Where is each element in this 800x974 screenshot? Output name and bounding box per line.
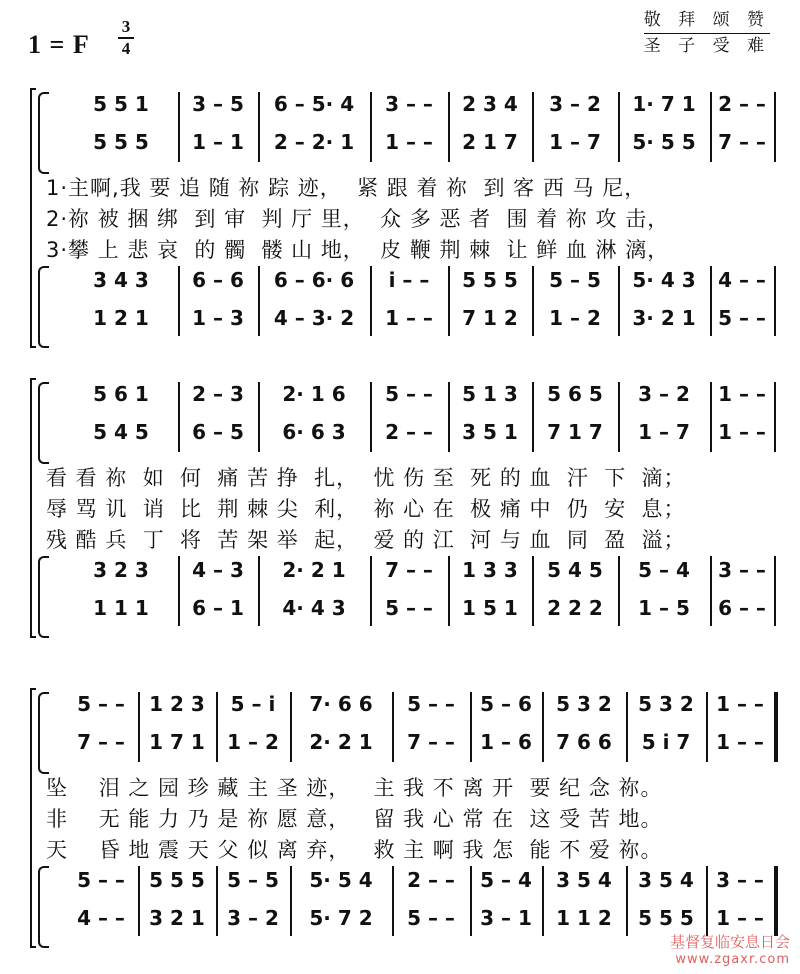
time-signature: [118, 18, 134, 58]
measure: 2 1 7: [462, 130, 518, 154]
measure: 3 2 3: [93, 558, 149, 582]
measure: 2 – 2· 1: [273, 130, 355, 154]
measure: 2· 2 1: [309, 730, 373, 754]
barline: [138, 692, 140, 762]
measure: 1 – –: [716, 692, 764, 716]
notes-row-v3: [30, 268, 774, 296]
measure: 1 1 2: [556, 906, 612, 930]
measure: 5 – –: [77, 868, 125, 892]
measure: 1 2 1: [93, 306, 149, 330]
barline: [706, 692, 708, 762]
lyric-line-2: 非 无 能 力 乃 是 祢 愿 意， 留 我 心 常 在 这 受 苦 地。: [46, 807, 663, 831]
barline: [774, 692, 778, 762]
barline: [178, 266, 180, 336]
barline: [290, 866, 292, 936]
barline: [448, 266, 450, 336]
measure: 1· 7 1: [632, 92, 696, 116]
measure: 1 – –: [385, 306, 433, 330]
measure: 5 – 5: [549, 268, 601, 292]
measure: 5 – –: [407, 692, 455, 716]
notes-row-v2: [30, 730, 774, 758]
measure: 3 2 1: [149, 906, 205, 930]
barline: [626, 866, 628, 936]
lyric-line-1: 坠 泪 之 园 珍 藏 主 圣 迹， 主 我 不 离 开 要 纪 念 祢。: [46, 776, 663, 800]
measure: 5 1 3: [462, 382, 518, 406]
barline: [542, 692, 544, 762]
measure: 7 – –: [718, 130, 766, 154]
barline: [532, 266, 534, 336]
measure: 3 5 4: [638, 868, 694, 892]
measure: 2 – –: [385, 420, 433, 444]
notes-row-v1: [30, 692, 774, 720]
measure: 1 7 1: [149, 730, 205, 754]
lyric-line-3: 天 昏 地 震 天 父 似 离 弃， 救 主 啊 我 怎 能 不 爱 祢。: [46, 838, 663, 862]
measure: 5 6 1: [93, 382, 149, 406]
barline: [178, 556, 180, 626]
measure: 1 – 1: [192, 130, 244, 154]
measure: 2 2 2: [547, 596, 603, 620]
measure: 1 – 2: [227, 730, 279, 754]
measure: 6 – 1: [192, 596, 244, 620]
barline: [774, 866, 778, 936]
score-system: [30, 688, 774, 948]
watermark-name: 基督复临安息日会: [669, 933, 790, 951]
barline: [470, 692, 472, 762]
measure: 5 – 4: [480, 868, 532, 892]
measure: 4 – –: [77, 906, 125, 930]
notes-row-v4: [30, 906, 774, 934]
measure: 6 – 6· 6: [273, 268, 355, 292]
measure: 1 – 5: [638, 596, 690, 620]
hymn-category: 敬 拜 颂 赞: [644, 8, 770, 34]
measure: 1 1 1: [93, 596, 149, 620]
watermark-url: www.zgaxr.com: [675, 952, 790, 967]
lyric-line-2: 辱 骂 讥 诮 比 荆 棘 尖 利， 祢 心 在 极 痛 中 仍 安 息；: [46, 497, 686, 521]
measure: 6· 6 3: [282, 420, 346, 444]
measure: 7 – –: [385, 558, 433, 582]
measure: 1 – –: [716, 906, 764, 930]
barline: [532, 382, 534, 452]
measure: 2 – 3: [192, 382, 244, 406]
barline: [774, 266, 776, 336]
measure: 7 6 6: [556, 730, 612, 754]
notes-row-v2: [30, 130, 774, 158]
measure: 7 – –: [407, 730, 455, 754]
notes-row-v4: [30, 306, 774, 334]
measure: 5 5 5: [93, 130, 149, 154]
measure: 5 – 6: [480, 692, 532, 716]
measure: 1 – 2: [549, 306, 601, 330]
barline: [706, 866, 708, 936]
measure: 5 i 7: [641, 730, 691, 754]
measure: 5· 5 4: [309, 868, 373, 892]
barline: [216, 692, 218, 762]
lyric-line-2: 2·祢 被 捆 绑 到 审 判 厅 里， 众 多 恶 者 围 着 祢 攻 击，: [46, 207, 670, 231]
measure: 7 1 2: [462, 306, 518, 330]
barline: [626, 692, 628, 762]
notes-row-v1: [30, 92, 774, 120]
measure: 6 – 5· 4: [273, 92, 355, 116]
measure: 5 – –: [77, 692, 125, 716]
barline: [258, 556, 260, 626]
measure: 5· 4 3: [632, 268, 696, 292]
barline: [392, 692, 394, 762]
measure: 1 – 7: [549, 130, 601, 154]
measure: 1 – –: [718, 382, 766, 406]
lyric-line-1: 看 看 祢 如 何 痛 苦 挣 扎， 忧 伤 至 死 的 血 汗 下 滴；: [46, 466, 686, 490]
barline: [532, 556, 534, 626]
measure: 3 4 3: [93, 268, 149, 292]
measure: 1 5 1: [462, 596, 518, 620]
measure: 5 5 5: [462, 268, 518, 292]
lyric-line-1: 1·主啊,我 要 追 随 祢 踪 迹， 紧 跟 着 祢 到 客 西 马 尼，: [46, 176, 647, 200]
score-system: [30, 88, 774, 348]
measure: 6 – 5: [192, 420, 244, 444]
measure: 2· 1 6: [282, 382, 346, 406]
measure: 4· 4 3: [282, 596, 346, 620]
barline: [290, 692, 292, 762]
barline: [470, 866, 472, 936]
notes-row-v2: [30, 420, 774, 448]
measure: i – –: [388, 268, 430, 292]
measure: 5 – –: [385, 382, 433, 406]
barline: [618, 382, 620, 452]
measure: 3 – 2: [638, 382, 690, 406]
barline: [542, 866, 544, 936]
notes-row-v3: [30, 558, 774, 586]
barline: [618, 556, 620, 626]
measure: 7 – –: [77, 730, 125, 754]
measure: 5 5 1: [93, 92, 149, 116]
barline: [710, 556, 712, 626]
notes-row-v1: [30, 382, 774, 410]
measure: 6 – –: [718, 596, 766, 620]
measure: 4 – –: [718, 268, 766, 292]
measure: 3 – 2: [549, 92, 601, 116]
barline: [370, 382, 372, 452]
barline: [774, 92, 776, 162]
measure: 3 5 1: [462, 420, 518, 444]
notes-row-v4: [30, 596, 774, 624]
barline: [532, 92, 534, 162]
measure: 6 – 6: [192, 268, 244, 292]
barline: [370, 92, 372, 162]
measure: 1 – –: [385, 130, 433, 154]
barline: [448, 382, 450, 452]
measure: 3 – –: [718, 558, 766, 582]
measure: 3 5 4: [556, 868, 612, 892]
measure: 3 – 5: [192, 92, 244, 116]
score-system: [30, 378, 774, 638]
measure: 5 – 5: [227, 868, 279, 892]
barline: [710, 382, 712, 452]
lyric-line-3: 3·攀 上 悲 哀 的 髑 髅 山 地， 皮 鞭 荆 棘 让 鲜 血 淋 漓，: [46, 238, 670, 262]
measure: 5 – 4: [638, 558, 690, 582]
barline: [618, 92, 620, 162]
measure: 2 – –: [718, 92, 766, 116]
measure: 5 – –: [385, 596, 433, 620]
measure: 5 3 2: [638, 692, 694, 716]
measure: 7· 6 6: [309, 692, 373, 716]
barline: [138, 866, 140, 936]
barline: [258, 92, 260, 162]
measure: 4 – 3: [192, 558, 244, 582]
barline: [618, 266, 620, 336]
barline: [370, 556, 372, 626]
meter-bottom: 4: [121, 39, 131, 58]
measure: 5 3 2: [556, 692, 612, 716]
measure: 3 – 1: [480, 906, 532, 930]
measure: 1 – –: [718, 420, 766, 444]
meter-top: 3: [121, 17, 131, 36]
barline: [448, 556, 450, 626]
measure: 2 – –: [407, 868, 455, 892]
measure: 1 2 3: [149, 692, 205, 716]
barline: [392, 866, 394, 936]
measure: 3 – –: [385, 92, 433, 116]
measure: 1 – 6: [480, 730, 532, 754]
barline: [216, 866, 218, 936]
measure: 2· 2 1: [282, 558, 346, 582]
measure: 1 3 3: [462, 558, 518, 582]
measure: 1 – –: [716, 730, 764, 754]
barline: [178, 92, 180, 162]
measure: 5 6 5: [547, 382, 603, 406]
hymn-subcategory: 圣 子 受 难: [643, 36, 770, 56]
measure: 5 – –: [718, 306, 766, 330]
barline: [448, 92, 450, 162]
measure: 7 1 7: [547, 420, 603, 444]
lyric-line-3: 残 酷 兵 丁 将 苦 架 举 起， 爱 的 江 河 与 血 同 盈 溢；: [46, 528, 686, 552]
notes-row-v3: [30, 868, 774, 896]
barline: [178, 382, 180, 452]
measure: 2 3 4: [462, 92, 518, 116]
measure: 5 5 5: [149, 868, 205, 892]
barline: [774, 382, 776, 452]
measure: 3 – 2: [227, 906, 279, 930]
barline: [370, 266, 372, 336]
key-signature: 1 = F: [28, 30, 90, 59]
measure: 3 – –: [716, 868, 764, 892]
measure: 1 – 7: [638, 420, 690, 444]
measure: 5 – –: [407, 906, 455, 930]
barline: [258, 266, 260, 336]
hymn-title: [644, 8, 770, 58]
measure: 5 4 5: [547, 558, 603, 582]
barline: [710, 266, 712, 336]
watermark: [670, 934, 790, 968]
measure: 3· 2 1: [632, 306, 696, 330]
barline: [710, 92, 712, 162]
measure: 5· 7 2: [309, 906, 373, 930]
measure: 5 – i: [230, 692, 276, 716]
measure: 5· 5 5: [632, 130, 696, 154]
measure: 5 5 5: [638, 906, 694, 930]
measure: 1 – 3: [192, 306, 244, 330]
measure: 5 4 5: [93, 420, 149, 444]
barline: [774, 556, 776, 626]
measure: 4 – 3· 2: [273, 306, 355, 330]
barline: [258, 382, 260, 452]
